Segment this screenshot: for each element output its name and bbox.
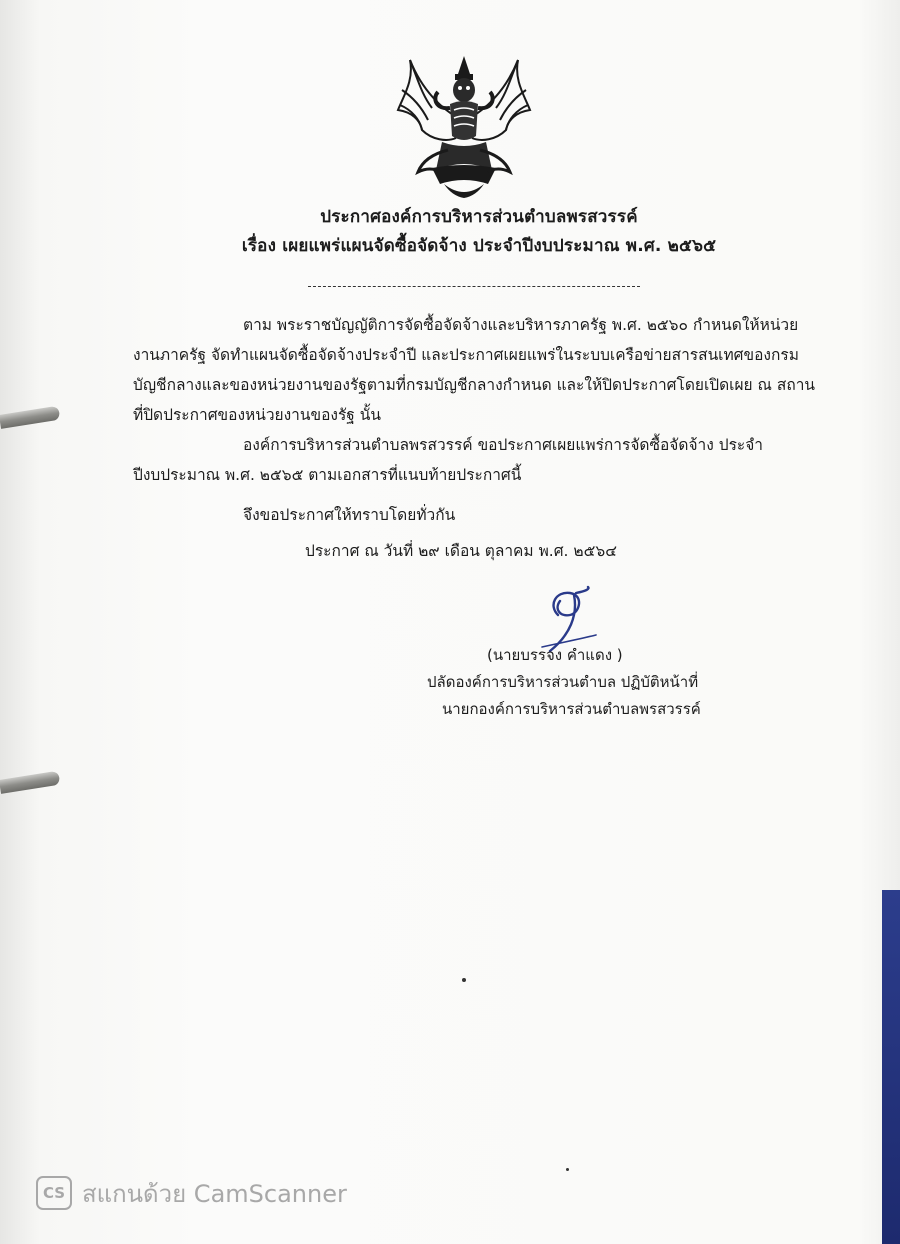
garuda-emblem bbox=[392, 50, 536, 200]
document-subject: เรื่อง เผยแพร่แผนจัดซื้อจัดจ้าง ประจำปีงบประมาณ พ.ศ. ๒๕๖๕ bbox=[241, 236, 717, 256]
binder-clip-bottom bbox=[0, 771, 60, 794]
paragraph-2: องค์การบริหารส่วนตำบลพรสวรรค์ ขอประกาศเผยแพร่การจัดซื้อจัดจ้าง ประจำปีงบประมาณ พ.ศ. ๒๕๖๕ ตามเอกสารที่แนบท้ายประกาศนี้ bbox=[133, 436, 763, 484]
signer-position-2: นายกองค์การบริหารส่วนตำบลพรสวรรค์ bbox=[442, 700, 701, 718]
binder-clip-top bbox=[0, 406, 60, 429]
camscanner-logo-icon: CS bbox=[36, 1176, 72, 1210]
camscanner-watermark bbox=[36, 1174, 347, 1212]
scan-speck bbox=[566, 1168, 569, 1171]
folder-edge bbox=[882, 890, 900, 1244]
closing-line: จึงขอประกาศให้ทราบโดยทั่วกัน bbox=[243, 506, 456, 524]
document-title: ประกาศองค์การบริหารส่วนตำบลพรสวรรค์ bbox=[320, 207, 638, 227]
paragraph-1: ตาม พระราชบัญญัติการจัดซื้อจัดจ้างและบริหารภาครัฐ พ.ศ. ๒๕๖๐ กำหนดให้หน่วยงานภาครัฐ จัดทำแผนจัดซื้อจัดจ้างประจำปี และประกาศเผยแพร่ในระบบเครือข่ายสารสนเทศของกรมบัญชีกลางและของหน่วยงานของรัฐตามที่กรมบัญชีกลางกำหนด และให้ปิดประกาศโดยเปิดเผย ณ สถานที่ปิดประกาศของหน่วยงานของรัฐ นั้น bbox=[133, 316, 816, 424]
title-divider bbox=[308, 286, 640, 287]
watermark-text: สแกนด้วย CamScanner bbox=[82, 1179, 347, 1208]
signer-position-1: ปลัดองค์การบริหารส่วนตำบล ปฏิบัติหน้าที่ bbox=[427, 673, 699, 691]
signer-name: (นายบรรจง คำแดง ) bbox=[487, 646, 623, 664]
scan-speck bbox=[462, 978, 466, 982]
date-line: ประกาศ ณ วันที่ ๒๙ เดือน ตุลาคม พ.ศ. ๒๕๖๔ bbox=[305, 542, 617, 560]
